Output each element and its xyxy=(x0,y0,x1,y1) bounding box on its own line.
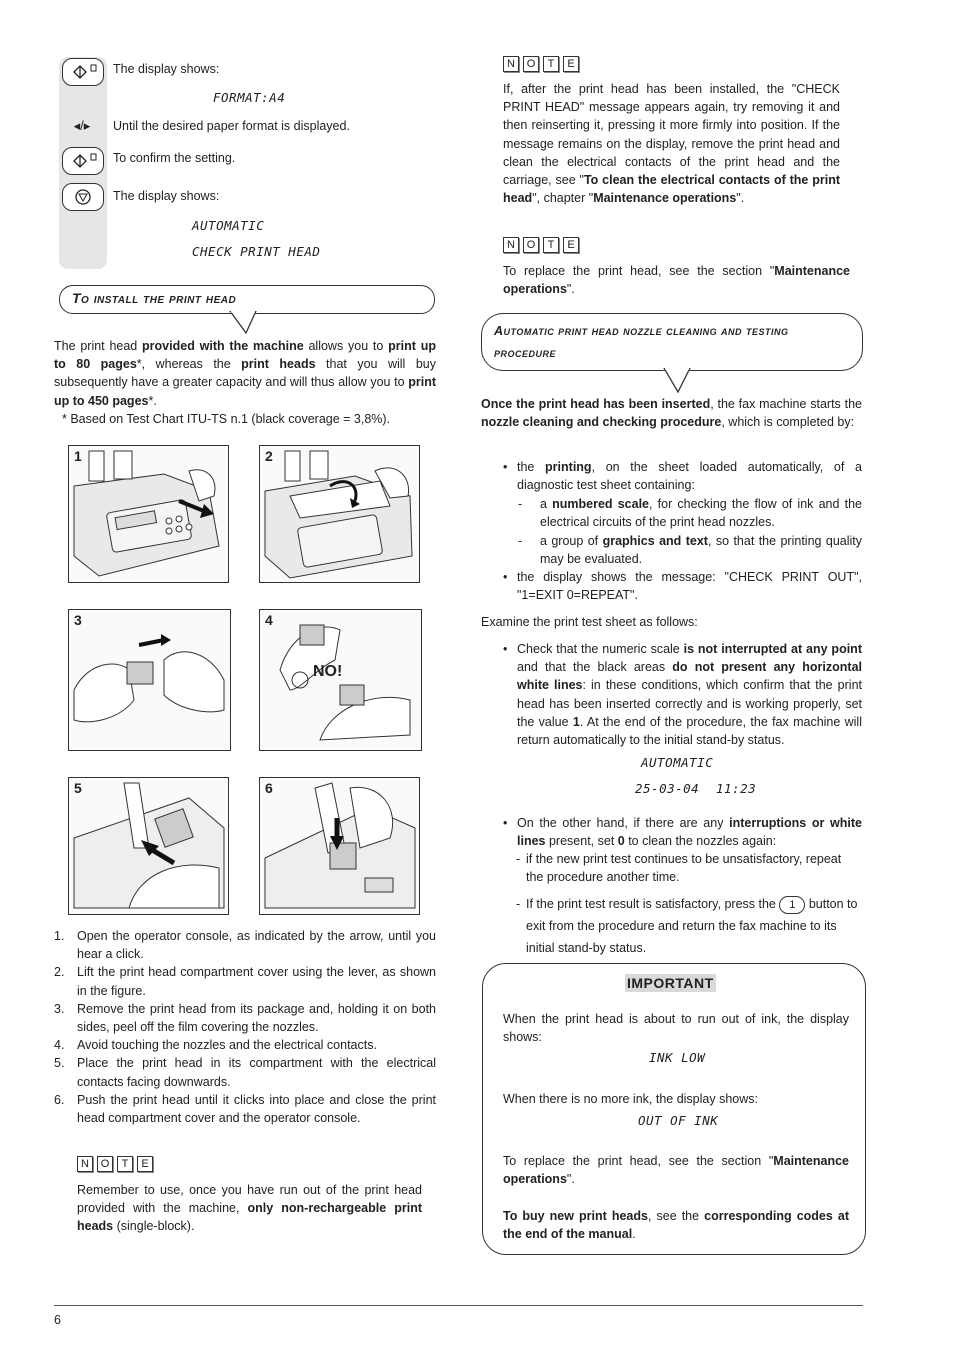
install-step: 5. Place the print head in its compartment with the electrical contacts facing downwards. xyxy=(54,1056,436,1089)
check-bullet: • Check that the numeric scale is not interrupted at any point and that the black areas do not present any horizontal white lines: in these conditions, which confirm that the print head has been inserted correctly and is working properly, set the value 1. At the end of the procedure, the fax machine will return automatically to the initial stand-by status. xyxy=(503,642,862,748)
sub-bullet-graphics: - a group of graphics and text, so that the printing quality may be evaluated. xyxy=(518,534,863,567)
once-inserted-text: Once the print head has been inserted, the fax machine starts the nozzle cleaning and checking procedure, which is completed by: xyxy=(481,397,862,430)
install-heading xyxy=(59,285,435,314)
figure-3 xyxy=(68,609,231,751)
auto-heading xyxy=(481,313,863,371)
install-intro: The print head provided with the machine allows you to print up to 80 pages*, whereas the print heads that you will buy subsequently have a greater capacity and will thus allow you to print up to 450 pages*. xyxy=(54,339,436,408)
figure-5-label: 5 xyxy=(74,780,82,796)
auto-heading-pointer xyxy=(662,368,692,394)
install-heading-pointer xyxy=(228,311,258,335)
install-steps xyxy=(54,927,436,1127)
note-right-2-text: To replace the print head, see the section "Maintenance operations". xyxy=(503,264,850,297)
auto-title: Automatic print head nozzle cleaning and testing procedure xyxy=(494,324,789,360)
important-p4: To buy new print heads, see the corresponding codes at the end of the manual. xyxy=(503,1209,849,1242)
note-right-1-text: If, after the print head has been installed, the "CHECK PRINT HEAD" message appears again, try removing it and then reinserting it, pressing it more firmly into position. If the message remains on the display, remove the print head and clean the electrical contacts of the print head and the carriage, see "To clean the electrical contacts of the print head", chapter "Maintenance operations". xyxy=(503,82,841,206)
important-p3: To replace the print head, see the section "Maintenance operations". xyxy=(503,1154,849,1187)
step4-text: The display shows: xyxy=(113,189,220,203)
lcd-check-head: CHECK PRINT HEAD xyxy=(192,244,321,259)
figure-3-label: 3 xyxy=(74,612,82,628)
figure-4-label: 4 xyxy=(265,612,273,628)
lcd-out-of-ink: OUT OF INK xyxy=(638,1113,719,1128)
install-title: To install the print head xyxy=(72,290,237,306)
lcd-format: FORMAT:A4 xyxy=(213,90,286,105)
push-head-illustration xyxy=(260,778,419,914)
lcd-time: 11:23 xyxy=(716,781,757,796)
figure-1 xyxy=(68,445,229,583)
examine-text: Examine the print test sheet as follows: xyxy=(481,615,698,629)
figure-5 xyxy=(68,777,229,915)
figure-4 xyxy=(259,609,422,751)
footnote: * Based on Test Chart ITU-TS n.1 (black coverage = 3,8%). xyxy=(62,412,391,426)
bullet-display: • the display shows the message: "CHECK PRINT OUT", "1=EXIT 0=REPEAT". xyxy=(503,570,862,603)
no-warning: NO! xyxy=(313,663,343,680)
figure-1-label: 1 xyxy=(74,448,82,464)
note-label-right-2: N O T E xyxy=(503,237,579,253)
figure-6 xyxy=(259,777,420,915)
lcd-date: 25-03-04 xyxy=(635,781,700,796)
figure-2 xyxy=(259,445,420,583)
exit-sub: - If the print test result is satisfactory, press the 1 button to exit from the procedure and return the fax machine to its initial stand-by status. xyxy=(516,897,858,955)
sub-bullet-scale: - a numbered scale, for checking the flow of ink and the electrical circuits of the print head nozzles. xyxy=(518,497,862,530)
ok-key-icon xyxy=(62,58,104,86)
fax-cover-illustration xyxy=(260,446,419,582)
place-head-illustration xyxy=(69,778,228,914)
key-1-icon: 1 xyxy=(779,896,805,914)
ok-key-icon-2 xyxy=(62,147,104,175)
important-p1: When the print head is about to run out of ink, the display shows: xyxy=(503,1012,849,1045)
footer-rule xyxy=(54,1305,863,1306)
interruptions-bullet: • On the other hand, if there are any interruptions or white lines present, set 0 to clean the nozzles again: xyxy=(503,816,862,849)
lcd-automatic-2: AUTOMATIC xyxy=(641,755,714,770)
step1-text: The display shows: xyxy=(113,62,220,76)
figure-6-label: 6 xyxy=(265,780,273,796)
repeat-sub: - if the new print test continues to be unsatisfactory, repeat the procedure another time. xyxy=(516,852,842,885)
install-step: 6. Push the print head until it clicks into place and close the print head compartment cover and the operator console. xyxy=(54,1092,436,1126)
install-step: 4. Avoid touching the nozzles and the electrical contacts. xyxy=(54,1038,377,1053)
hands-peel-film-illustration xyxy=(69,610,230,750)
stop-key-icon xyxy=(62,183,104,211)
arrow-keys-icon: ◂/▸ xyxy=(73,118,91,133)
fax-console-illustration xyxy=(69,446,228,582)
important-p2: When there is no more ink, the display shows: xyxy=(503,1092,758,1106)
figure-2-label: 2 xyxy=(265,448,273,464)
install-step: 3. Remove the print head from its package and, holding it on both sides, peel off the film covering the nozzles. xyxy=(54,1001,436,1035)
note-label-left: N O T E xyxy=(77,1156,153,1172)
install-step: 2. Lift the print head compartment cover using the lever, as shown in the figure. xyxy=(54,965,436,998)
note-left-text: Remember to use, once you have run out of the print head provided with the machine, only non-rechargeable print heads (single-block). xyxy=(77,1183,422,1234)
install-step: 1. Open the operator console, as indicated by the arrow, until you hear a click. xyxy=(54,929,436,962)
note-label-right-1: N O T E xyxy=(503,56,579,72)
important-title: IMPORTANT xyxy=(627,975,714,991)
page-number: 6 xyxy=(54,1313,61,1327)
step3-text: To confirm the setting. xyxy=(113,151,236,165)
bullet-printing: • the printing, on the sheet loaded automatically, of a diagnostic test sheet containing: xyxy=(503,460,862,493)
step2-text: Until the desired paper format is displayed. xyxy=(113,119,350,133)
lcd-ink-low: INK LOW xyxy=(649,1050,706,1065)
lcd-automatic: AUTOMATIC xyxy=(192,218,265,233)
